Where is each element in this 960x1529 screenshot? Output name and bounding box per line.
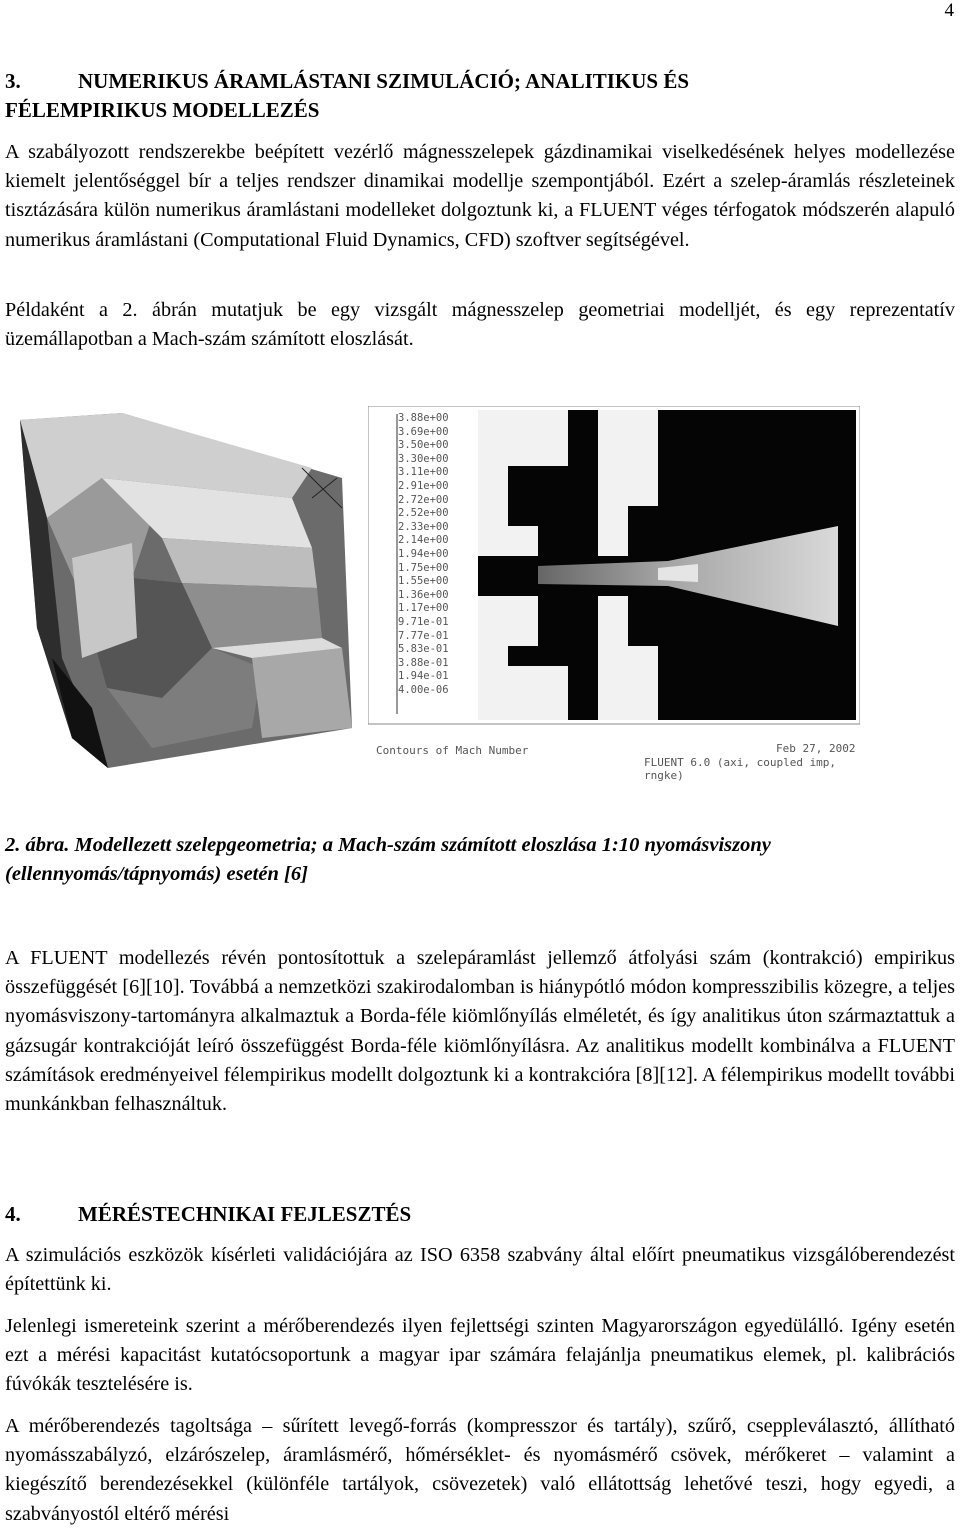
legend-value: 3.50e+00 [398,439,449,452]
legend-value: 2.14e+00 [398,534,449,547]
paragraph-1: A szabályozott rendszerekbe beépített vezérlő mágnesszelepek gázdinamikai viselkedésének helyes modellezése kiemelt jelentőséggel bír a teljes rendszer dinamikai modellje szempontjából. Ezért a szelep-áramlás részleteinek tisztázására külön numerikus áramlástani modelleket dolgoztunk ki, a FLUENT véges térfogatok módszerén alapuló numerikus áramlástani (Computational Fluid Dynamics, CFD) szoftver segítségével. [5,141,955,251]
legend-value: 5.83e-01 [398,643,449,656]
section-4-heading [5,1200,411,1228]
section-3-heading [5,67,689,95]
legend-value: 3.88e-01 [398,656,449,669]
legend-value: 3.69e+00 [398,425,449,438]
color-legend-labels [398,412,449,697]
legend-value: 1.17e+00 [398,602,449,615]
legend-value: 4.00e-06 [398,683,449,696]
section-3-number: 3. [5,69,21,93]
legend-value: 3.11e+00 [398,466,449,479]
legend-value: 2.33e+00 [398,520,449,533]
plot-footer-solver: FLUENT 6.0 (axi, coupled imp, rngke) [644,756,837,782]
legend-value: 7.77e-01 [398,629,449,642]
page-number: 4 [944,0,954,21]
legend-value: 1.94e+00 [398,547,449,560]
valve-geometry-3d-figure [12,408,360,778]
paragraph-6: A mérőberendezés tagoltsága – sűrített levegő-forrás (kompresszor és tartály), szűrő, cseppleválasztó, állítható nyomásszabályzó, elzárószelep, áramlásmérő, hőmérséklet- és nyomásmérő csövek, mérőkeret – valamint a kiegészítő berendezésekkel (különféle tartályok, csövezetek) való ellátottság lehetővé teszi, hogy egyedi, a szabványostól eltérő mérési [5,1415,955,1525]
section-3-title-line1: NUMERIKUS ÁRAMLÁSTANI SZIMULÁCIÓ; ANALITIKUS ÉS [78,69,690,93]
plot-footer-date: Feb 27, 2002 [776,742,856,755]
legend-value: 2.52e+00 [398,507,449,520]
legend-value: 3.30e+00 [398,452,449,465]
paragraph-3: A FLUENT modellezés révén pontosítottuk a szelepáramlást jellemző átfolyási szám (kontrakció) empirikus összefüggését [6][10]. Továbbá a nemzetközi szakirodalomban is hiánypótló módon kompresszibilis közegre, a teljes nyomásviszony-tartományra alkalmaztuk a Borda-féle kiömlőnyílás elméletét, és így analitikus úton származtattuk a gázsugár kontrakcióját leíró összefüggést Borda-féle kiömlőnyílásra. Az analitikus modellt kombinálva a FLUENT számítások eredményeivel félempirikus modellt dolgoztunk ki a kontrakcióra [8][12]. A félempirikus modellt további munkánkban felhasználtuk. [5,947,955,1116]
paragraph-4: A szimulációs eszközök kísérleti validációjára az ISO 6358 szabvány által előírt pneumatikus vizsgálóberendezést építettünk ki. [5,1244,955,1296]
plot-footer-title: Contours of Mach Number [376,744,529,757]
legend-value: 1.75e+00 [398,561,449,574]
paragraph-2: Példaként a 2. ábrán mutatjuk be egy vizsgált mágnesszelep geometriai modelljét, és egy reprezentatív üzemállapotban a Mach-szám számított eloszlását. [5,299,955,351]
figure-caption: 2. ábra. Modellezett szelepgeometria; a Mach-szám számított eloszlása 1:10 nyomásviszony (ellennyomás/tápnyomás) esetén [6] [5,834,771,885]
section-4-number: 4. [5,1202,21,1226]
legend-value: 9.71e-01 [398,615,449,628]
legend-value: 1.55e+00 [398,575,449,588]
section-4-title: MÉRÉSTECHNIKAI FEJLESZTÉS [78,1202,412,1226]
section-3-title-line2: FÉLEMPIRIKUS MODELLEZÉS [5,98,320,122]
paragraph-5: Jelenlegi ismereteink szerint a mérőberendezés ilyen fejlettségi szinten Magyarországon egyedülálló. Igény esetén ezt a mérési kapacitást kutatócsoportunk a magyar ipar számára felajánlja pneumatikus elemek, pl. kalibrációs fúvókák tesztelésére is. [5,1315,955,1396]
legend-value: 3.88e+00 [398,412,449,424]
legend-value: 2.72e+00 [398,493,449,506]
mach-contour-figure [368,406,860,782]
legend-value: 1.94e-01 [398,670,449,683]
legend-value: 2.91e+00 [398,479,449,492]
legend-value: 1.36e+00 [398,588,449,601]
